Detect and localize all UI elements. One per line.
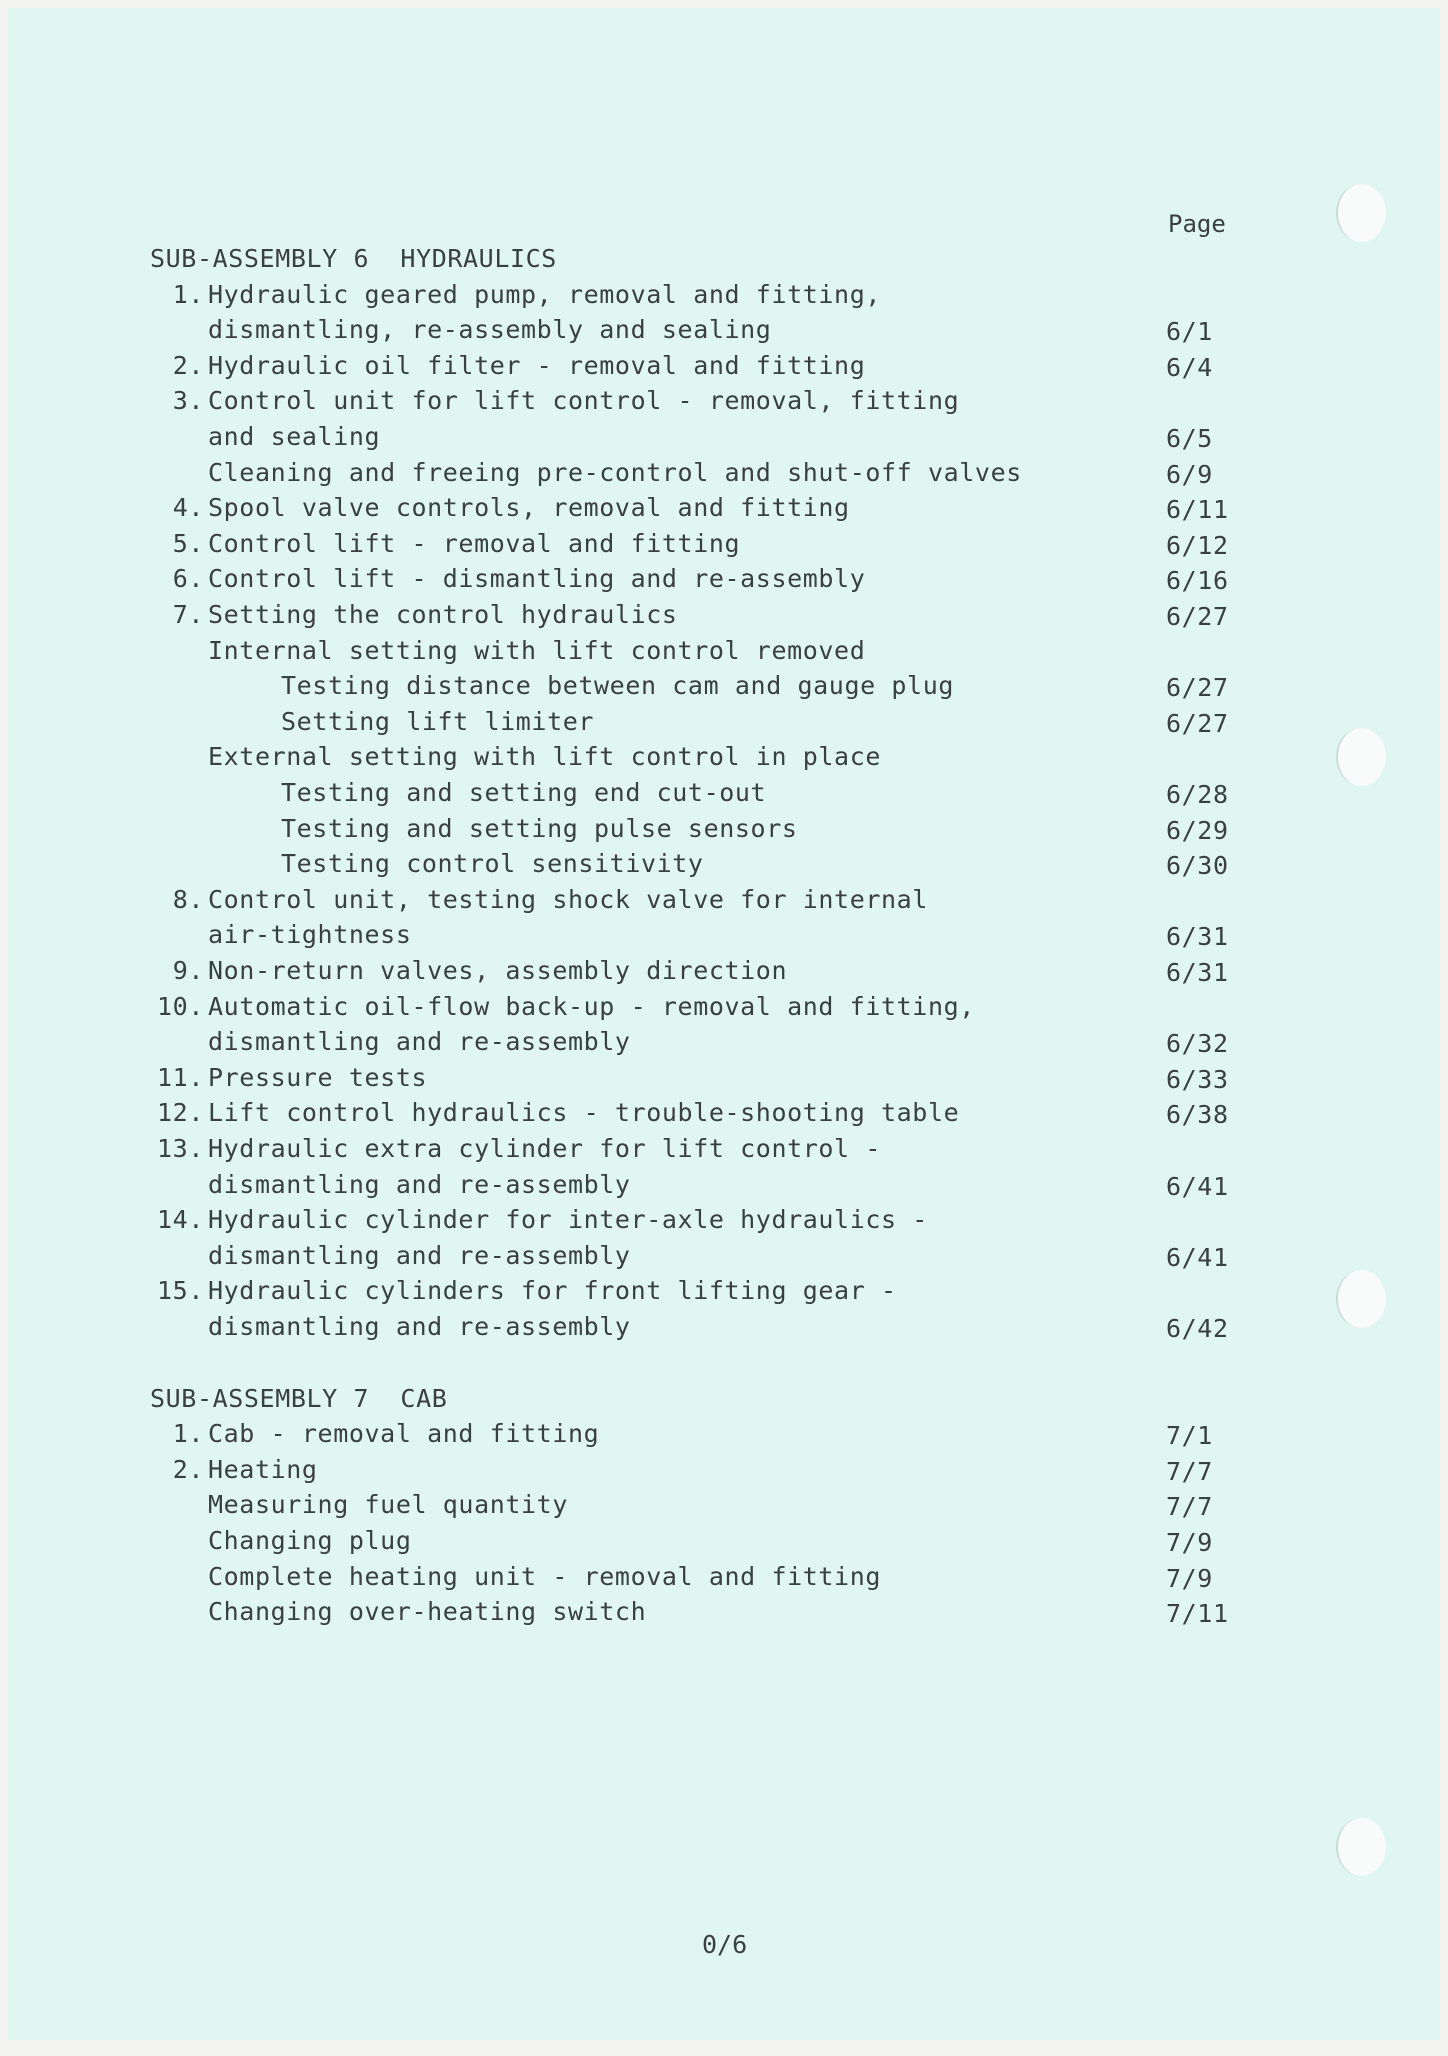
entry-title: Measuring fuel quantity <box>208 1490 568 1520</box>
entry-number: 2. <box>172 1454 204 1484</box>
entry-title: Hydraulic cylinders for front lifting gear - <box>208 1276 897 1306</box>
entry-title: Changing plug <box>208 1526 412 1555</box>
entry-page: 6/31 <box>1166 958 1229 987</box>
entry-title: Setting the control hydraulics <box>208 600 678 629</box>
entry-title: Cleaning and freeing pre-control and shut-off valves <box>208 457 1022 487</box>
entry-page: 6/4 <box>1166 352 1213 382</box>
entry-page: 6/11 <box>1166 495 1229 525</box>
entry-title: Hydraulic cylinder for inter-axle hydraulics - <box>208 1205 928 1235</box>
entry-number: 11. <box>157 1062 204 1092</box>
entry-title: Cab - removal and fitting <box>208 1419 600 1449</box>
entry-title: air-tightness <box>208 920 412 950</box>
punch-hole-icon <box>1336 1818 1386 1876</box>
entry-title: Internal setting with lift control removed <box>208 635 866 665</box>
entry-title: dismantling and re-assembly <box>208 1027 631 1057</box>
entry-page: 6/32 <box>1166 1029 1229 1059</box>
entry-page: 7/9 <box>1166 1528 1213 1557</box>
entry-number: 13. <box>157 1134 204 1163</box>
entry-page: 6/42 <box>1166 1314 1229 1343</box>
punch-hole-icon <box>1336 1270 1386 1328</box>
entry-page: 6/12 <box>1166 530 1229 560</box>
entry-number: 12. <box>157 1098 204 1128</box>
entry-title: Hydraulic geared pump, removal and fitting, <box>208 279 882 309</box>
entry-page: 7/1 <box>1166 1421 1213 1451</box>
entry-page: 7/7 <box>1166 1456 1213 1486</box>
entry-number: 2. <box>172 350 204 380</box>
entry-number: 5. <box>172 528 204 558</box>
entry-page: 6/30 <box>1166 851 1229 881</box>
entry-page: 6/28 <box>1166 780 1229 809</box>
entry-number: 9. <box>172 956 204 985</box>
entry-page: 7/11 <box>1166 1599 1229 1629</box>
entry-number: 6. <box>172 564 204 594</box>
entry-page: 6/41 <box>1166 1171 1229 1201</box>
entry-page: 6/38 <box>1166 1100 1229 1130</box>
entry-title: Setting lift limiter <box>281 706 595 736</box>
entry-title: Non-return valves, assembly direction <box>208 956 788 985</box>
entry-page: 7/9 <box>1166 1563 1213 1593</box>
entry-page: 6/27 <box>1166 602 1229 631</box>
entry-title: Control lift - removal and fitting <box>208 528 741 558</box>
punch-hole-icon <box>1336 184 1386 242</box>
entry-page: 6/16 <box>1166 566 1229 596</box>
entry-number: 10. <box>157 991 204 1021</box>
entry-title: Testing and setting end cut-out <box>281 778 767 807</box>
entry-title: and sealing <box>208 422 381 451</box>
entry-page: 6/27 <box>1166 708 1229 738</box>
entry-title: Automatic oil-flow back-up - removal and fitting, <box>208 991 975 1021</box>
entry-title: dismantling and re-assembly <box>208 1312 631 1341</box>
entry-title: Changing over-heating switch <box>208 1597 647 1627</box>
entry-number: 4. <box>172 493 204 523</box>
entry-page: 6/1 <box>1166 317 1213 347</box>
entry-title: Testing and setting pulse sensors <box>281 813 798 843</box>
entry-title: Lift control hydraulics - trouble-shooting table <box>208 1098 960 1128</box>
entry-title: External setting with lift control in place <box>208 742 882 772</box>
entry-page: 6/5 <box>1166 424 1213 453</box>
section-heading: SUB-ASSEMBLY 6 HYDRAULICS <box>150 244 557 273</box>
page-number: 0/6 <box>702 1930 748 1959</box>
entry-number: 1. <box>172 1419 204 1449</box>
page-column-header: Page <box>1168 210 1226 238</box>
entry-title: Heating <box>208 1454 318 1484</box>
entry-title: dismantling and re-assembly <box>208 1240 631 1270</box>
entry-title: Testing distance between cam and gauge plug <box>281 671 955 701</box>
entry-title: Testing control sensitivity <box>281 849 704 879</box>
entry-number: 7. <box>172 600 204 629</box>
entry-page: 6/31 <box>1166 922 1229 952</box>
entry-title: Control lift - dismantling and re-assembly <box>208 564 866 594</box>
entry-page: 7/7 <box>1166 1492 1213 1522</box>
entry-number: 8. <box>172 884 204 914</box>
entry-page: 6/9 <box>1166 459 1213 489</box>
entry-number: 3. <box>172 386 204 416</box>
entry-page: 6/27 <box>1166 673 1229 703</box>
section-heading: SUB-ASSEMBLY 7 CAB <box>150 1383 448 1413</box>
entry-page: 6/33 <box>1166 1064 1229 1094</box>
entry-title: Control unit for lift control - removal, fitting <box>208 386 960 416</box>
entry-title: Complete heating unit - removal and fitting <box>208 1561 882 1591</box>
entry-number: 14. <box>157 1205 204 1235</box>
entry-title: Pressure tests <box>208 1062 428 1092</box>
entry-title: Spool valve controls, removal and fitting <box>208 493 850 523</box>
entry-title: Control unit, testing shock valve for internal <box>208 884 928 914</box>
entry-page: 6/41 <box>1166 1242 1229 1272</box>
entry-title: Hydraulic extra cylinder for lift control - <box>208 1134 882 1163</box>
entry-title: dismantling, re-assembly and sealing <box>208 315 772 345</box>
entry-title: Hydraulic oil filter - removal and fitting <box>208 350 866 380</box>
entry-page: 6/29 <box>1166 815 1229 845</box>
entry-number: 1. <box>172 279 204 309</box>
document-page <box>8 8 1440 2040</box>
entry-number: 15. <box>157 1276 204 1306</box>
entry-title: dismantling and re-assembly <box>208 1169 631 1199</box>
punch-hole-icon <box>1336 728 1386 786</box>
